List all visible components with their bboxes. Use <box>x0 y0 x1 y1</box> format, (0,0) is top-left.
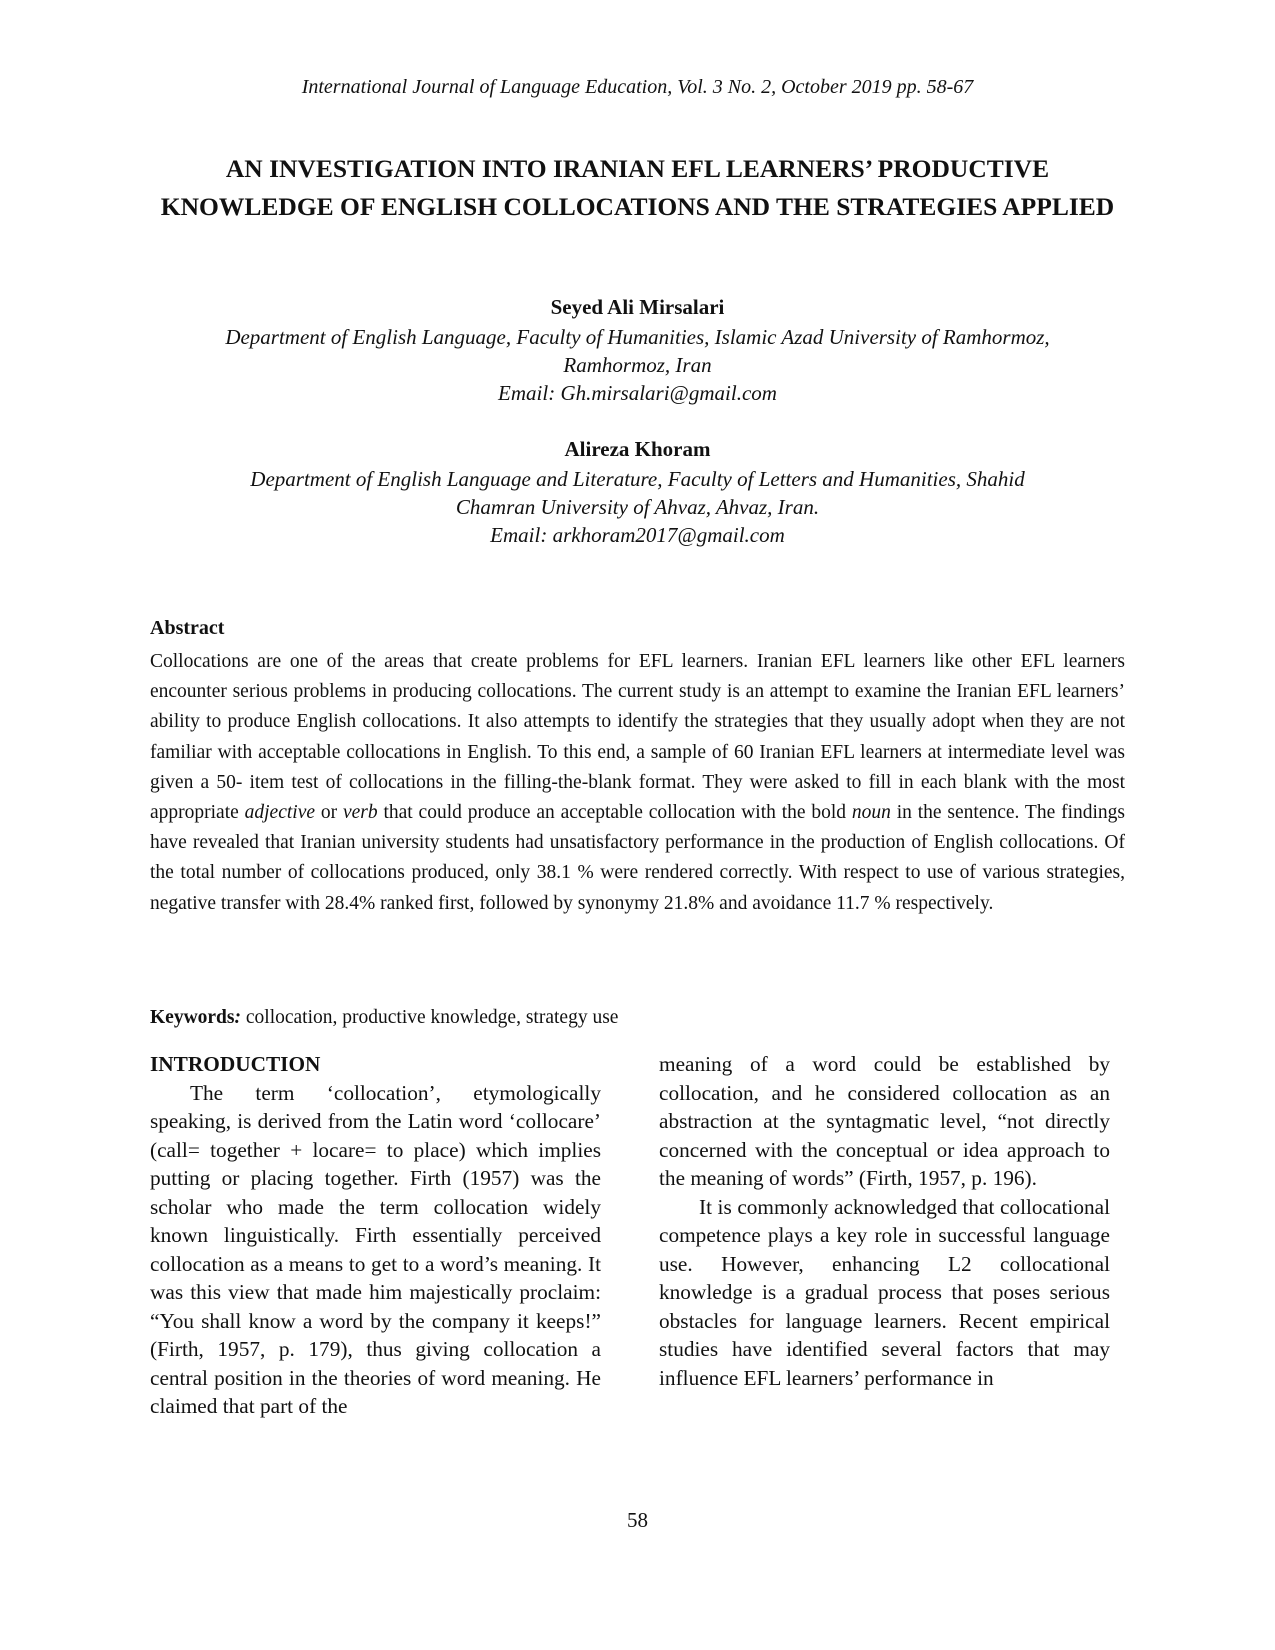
author-email: Email: Gh.mirsalari@gmail.com <box>498 381 777 405</box>
author-affiliation: Chamran University of Ahvaz, Ahvaz, Iran. <box>455 495 820 519</box>
author-email: Email: arkhoram2017@gmail.com <box>490 523 785 547</box>
abstract-emphasis: verb <box>342 802 378 824</box>
author-affiliation: Department of English Language, Faculty of Humanities, Islamic Azad University of Ramhormoz, <box>225 325 1050 349</box>
page-number: 58 <box>627 1508 648 1532</box>
author-block-2 <box>140 435 1135 549</box>
abstract-emphasis: noun <box>851 802 891 824</box>
column-right <box>659 1050 1110 1392</box>
keywords <box>150 1007 1125 1029</box>
introduction-heading: INTRODUCTION <box>150 1052 321 1076</box>
author-name: Seyed Ali Mirsalari <box>550 295 725 319</box>
author-affiliation: Department of English Language and Literature, Faculty of Letters and Humanities, Shahid <box>250 467 1025 491</box>
abstract-body <box>150 647 1125 919</box>
paragraph: meaning of a word could be established by collocation, and he considered collocation as an abstraction at the syntagmatic level, “not directly concerned with the conceptual or idea approach to the meaning of words” (Firth, 1957, p. 196). <box>659 1052 1110 1190</box>
paper-title: AN INVESTIGATION INTO IRANIAN EFL LEARNERS’ PRODUCTIVE KNOWLEDGE OF ENGLISH COLLOCATIONS AND THE STRATEGIES APPLIED <box>160 154 1115 221</box>
abstract-emphasis: adjective <box>244 802 316 824</box>
keywords-label: Keywords <box>150 1007 235 1028</box>
keywords-colon: : <box>234 1007 241 1028</box>
abstract-text: Collocations are one of the areas that create problems for EFL learners. Iranian EFL learners like other EFL learners encounter serious problems in producing collocations. The current study is an attempt to examine the Iranian EFL learners’ ability to produce English collocations. It also attempts to identify the strategies that they usually adopt when they are not familiar with acceptable collocations in English. To this end, a sample of 60 Iranian EFL learners at intermediate level was given a 50- item test of collocations in the filling-the-blank format. They were asked to fill in each blank with the most appropriate <box>150 651 1125 824</box>
abstract-text: that could produce an acceptable collocation with the bold <box>377 802 852 824</box>
author-block-1 <box>140 293 1135 407</box>
abstract-text: in the sentence. The findings have revealed that Iranian university students had unsatisfactory performance in the production of English collocations. Of the total number of collocations produced, only 38.1 % were rendered correctly. With respect to use of various strategies, negative transfer with 28.4% ranked first, followed by synonymy 21.8% and avoidance 11.7 % respectively. <box>150 802 1125 914</box>
keywords-text: collocation, productive knowledge, strategy use <box>241 1007 619 1028</box>
column-left <box>150 1050 601 1421</box>
paragraph: The term ‘collocation’, etymologically speaking, is derived from the Latin word ‘collocare’ (call= together + locare= to place) which implies putting or placing together. Firth (1957) was the scholar who made the term collocation widely known linguistically. Firth essentially perceived collocation as a means to get to a word’s meaning. It was this view that made him majestically proclaim: “You shall know a word by the company it keeps!” (Firth, 1957, p. 179), thus giving collocation a central position in the theories of word meaning. He claimed that part of the <box>150 1080 601 1418</box>
paragraph: It is commonly acknowledged that collocational competence plays a key role in successful language use. However, enhancing L2 collocational knowledge is a gradual process that poses serious obstacles for language learners. Recent empirical studies have identified several factors that may influence EFL learners’ performance in <box>659 1194 1110 1390</box>
running-head: International Journal of Language Education, Vol. 3 No. 2, October 2019 pp. 58-67 <box>301 76 974 98</box>
author-name: Alireza Khoram <box>564 437 711 461</box>
abstract-text: or <box>315 802 343 824</box>
abstract-heading: Abstract <box>150 617 225 639</box>
author-affiliation: Ramhormoz, Iran <box>563 353 712 377</box>
